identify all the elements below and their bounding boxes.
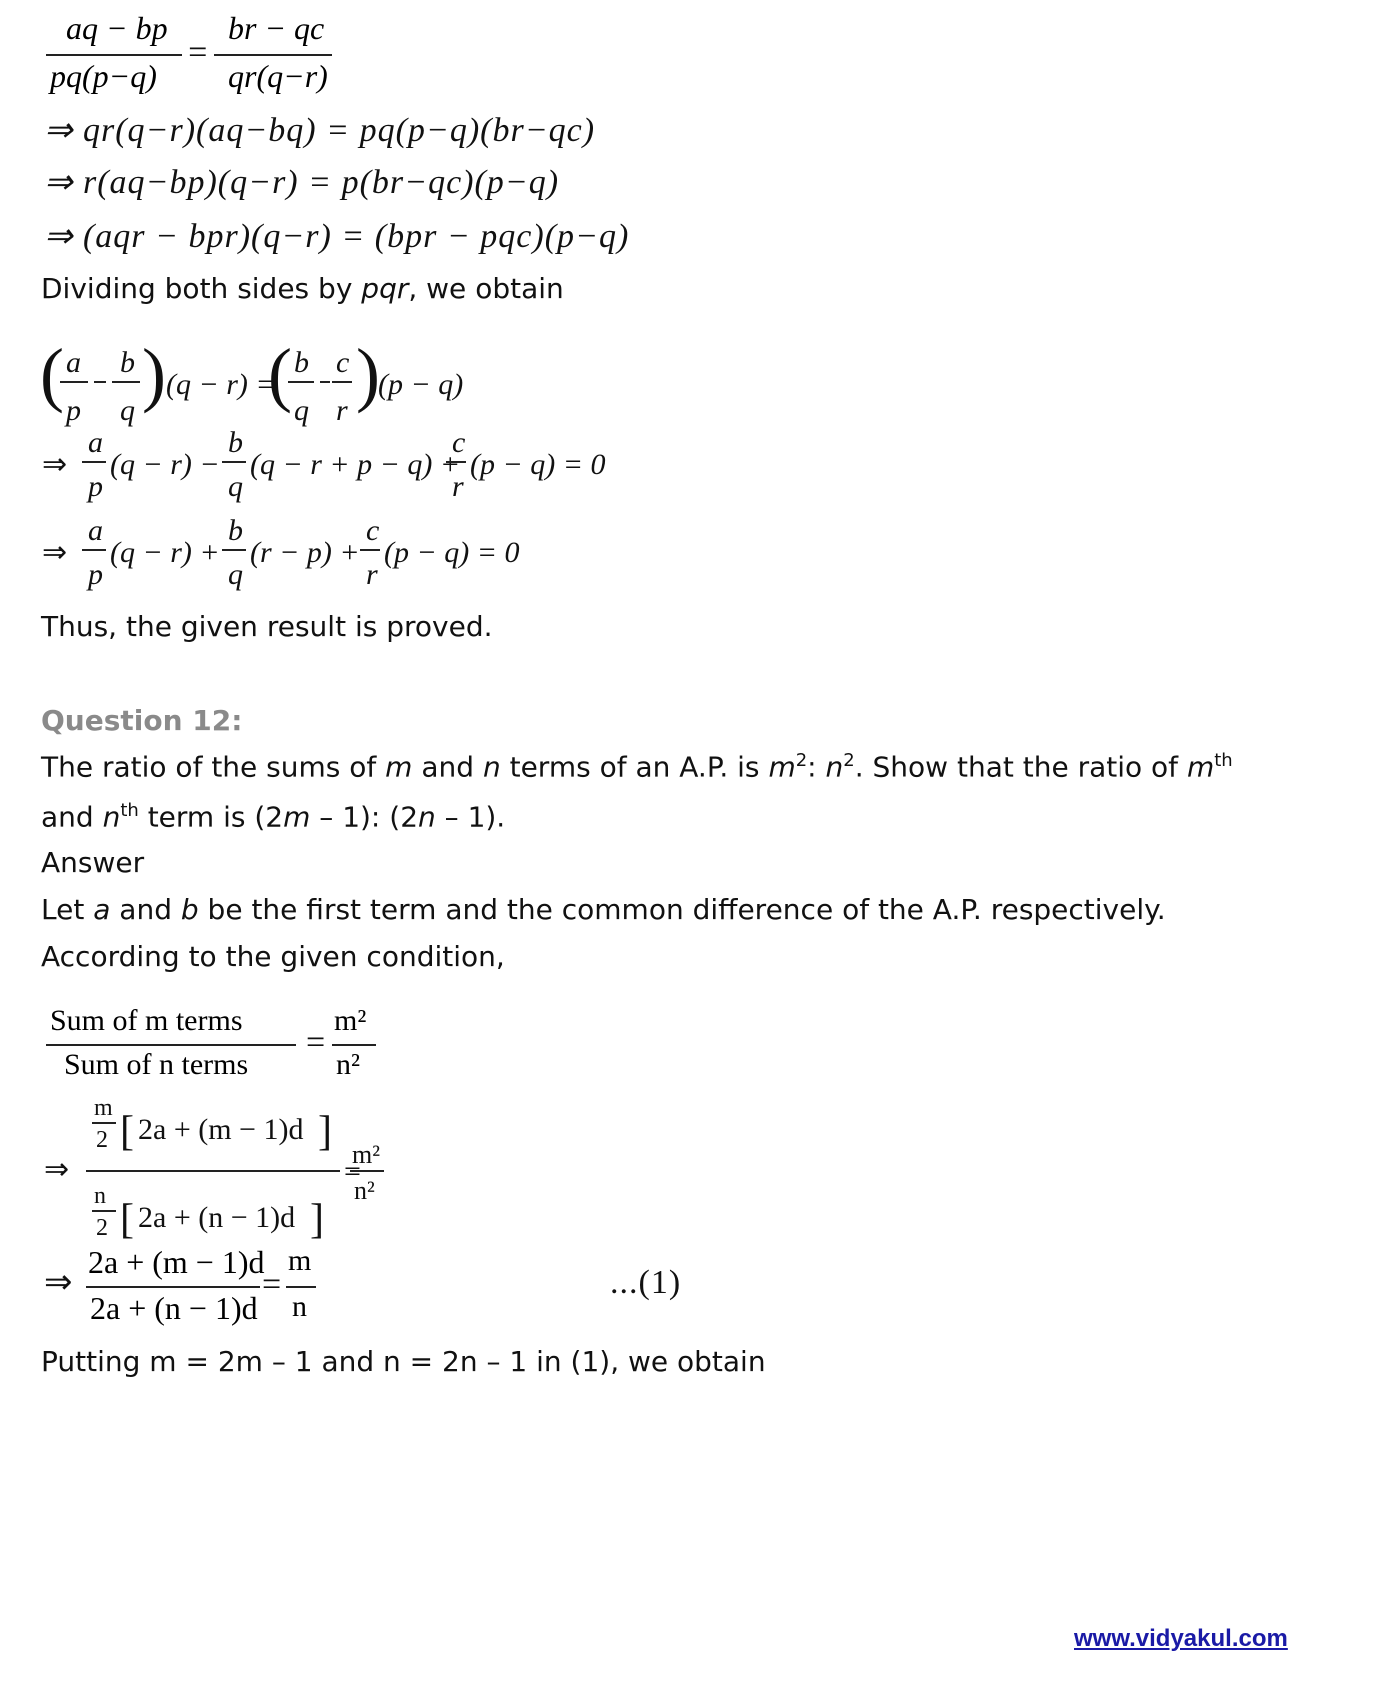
m-over-n [286,1244,316,1328]
svg-text:[: [ [120,1109,134,1155]
svg-text:q: q [120,394,135,427]
svg-text:): ) [356,340,380,414]
svg-text:2a + (m − 1)d: 2a + (m − 1)d [138,1113,304,1146]
footer-link[interactable]: www.vidyakul.com [1074,1625,1288,1652]
svg-text:r: r [452,470,464,503]
text-line: According to the given condition, [41,940,505,973]
equation-line: ⇒ (aqr − bpr)(q−r) = (bpr − pqc)(p−q) [44,218,630,255]
svg-text:c: c [452,428,466,459]
svg-text:q: q [294,394,309,427]
svg-text:a: a [88,516,103,547]
svg-text:b: b [228,428,243,459]
svg-text:b: b [294,346,309,379]
svg-text:2: 2 [96,1127,108,1153]
svg-text:]: ] [318,1109,332,1155]
svg-text:2a + (n − 1)d: 2a + (n − 1)d [138,1201,296,1234]
svg-text:r: r [336,394,348,427]
answer-label: Answer [41,846,145,879]
ratio-fraction [86,1244,265,1328]
text-line: Dividing both sides by pqr, we obtain [41,272,564,305]
svg-text:]: ] [310,1197,324,1243]
svg-text:(p − q) = 0: (p − q) = 0 [470,448,606,481]
fraction-numerator: m² [334,1004,367,1037]
svg-text:q: q [228,558,243,591]
fraction-numerator: m [288,1244,312,1277]
equation-bracket-figure [40,340,740,430]
svg-text:n²: n² [354,1176,375,1205]
svg-text:(q − r) −: (q − r) − [110,448,220,481]
equals-sign: = [306,1024,327,1061]
svg-text:p: p [88,470,103,503]
equation-label: ...(1) [610,1264,682,1301]
svg-text:⇒: ⇒ [42,448,68,481]
svg-text:n: n [94,1183,106,1209]
implies-sign: ⇒ [44,1264,74,1301]
fraction-numerator: 2a + (m − 1)d [88,1244,265,1280]
question-text-line-1: The ratio of the sums of m and n terms of an A.P. is $m^2$: $n^2$. Show that the ratio of $m^{th}$ [41,750,1233,784]
fraction-numerator: br − qc [228,10,325,46]
svg-text:⇒: ⇒ [42,536,68,569]
equation-fraction-right [214,10,332,94]
text-line: Let a and b be the first term and the common difference of the A.P. respectively. [41,893,1166,926]
fraction-denominator: n² [336,1048,360,1081]
fraction-numerator: aq − bp [66,10,168,46]
sum-ratio-fraction [46,1004,296,1084]
svg-text:2: 2 [96,1215,108,1241]
fraction-denominator: pq(p−q) [50,58,157,94]
svg-text:m²: m² [352,1140,381,1169]
svg-text:c: c [336,346,350,379]
fraction-denominator: qr(q−r) [228,58,328,94]
svg-text:r: r [366,558,378,591]
svg-text:p: p [66,394,81,427]
svg-text:c: c [366,516,380,547]
question-heading: Question 12: [41,704,243,737]
svg-text:(q − r) =: (q − r) = [166,368,276,401]
fraction-denominator: n [292,1290,307,1323]
svg-text:(: ( [40,340,64,414]
svg-text:): ) [142,340,166,414]
text-line: Putting m = 2m – 1 and n = 2n – 1 in (1), we obtain [41,1345,766,1378]
svg-text:p: p [88,558,103,591]
equation-sum-formula-ratio [40,1095,460,1255]
text-line: Thus, the given result is proved. [41,610,493,643]
svg-text:(: ( [268,340,292,414]
svg-text:(p − q): (p − q) [378,368,464,401]
svg-text:a: a [88,428,103,459]
fraction-numerator: Sum of m terms [50,1004,243,1037]
svg-text:m: m [94,1095,113,1121]
question-text-line-2: and $n^{th}$ term is (2m – 1): (2n – 1). [41,800,506,834]
svg-text:b: b [228,516,243,547]
svg-text:(r − p) +: (r − p) + [250,536,360,569]
fraction-denominator: Sum of n terms [64,1048,249,1081]
svg-text:⇒: ⇒ [44,1153,70,1186]
equation-expanded-2 [40,516,640,596]
fraction-denominator: 2a + (n − 1)d [90,1290,258,1326]
m-squared-over-n-squared [332,1004,376,1084]
svg-text:a: a [66,346,81,379]
svg-text:(p − q) = 0: (p − q) = 0 [384,536,520,569]
equation-line: ⇒ r(aq−bp)(q−r) = p(br−qc)(p−q) [44,164,560,201]
equation-line: ⇒ qr(q−r)(aq−bq) = pq(p−q)(br−qc) [44,112,596,149]
svg-text:q: q [228,470,243,503]
svg-text:[: [ [120,1197,134,1243]
svg-text:(q − r + p − q) +: (q − r + p − q) + [250,448,461,481]
svg-text:b: b [120,346,135,379]
svg-text:(q − r) +: (q − r) + [110,536,220,569]
equation-expanded-1 [40,428,720,508]
equation-fraction-left [46,10,182,94]
svg-text:=: = [344,1155,361,1188]
equals-sign: = [262,1266,283,1303]
equals-sign: = [186,34,210,71]
